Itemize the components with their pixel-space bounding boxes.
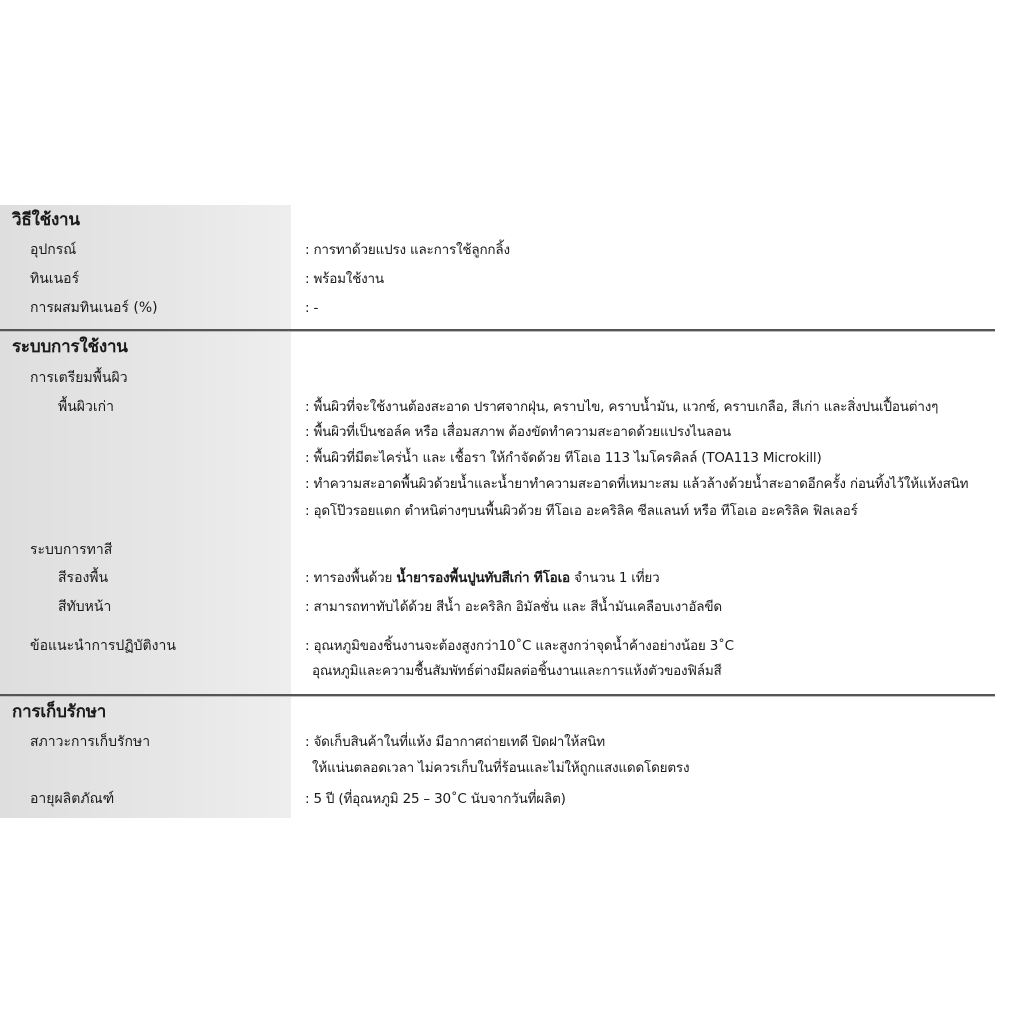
primer-prefix: : ทารองพื้นด้วย: [305, 570, 397, 586]
label-thinner: ทินเนอร์: [30, 271, 80, 287]
label-thinner-mix: การผสมทินเนอร์ (%): [30, 300, 158, 316]
old-surface-line-4: : ทำความสะอาดพื้นผิวด้วยน้ำและน้ำยาทำความสะอาดที่เหมาะสม แล้วล้างด้วยน้ำสะอาดอีกครั้ง ก่อนทิ้งไว้ให้แห้งสนิท: [305, 476, 969, 492]
old-surface-line-5: : อุดโป๊วรอยแตก ตำหนิต่างๆบนพื้นผิวด้วย ทีโอเอ อะคริลิค ซีลแลนท์ หรือ ทีโอเอ อะคริลิค ฟิลเลอร์: [305, 503, 858, 519]
recommendation-line-2: อุณหภูมิและความชื้นสัมพัทธ์ต่างมีผลต่อชิ้นงานและการแห้งตัวของฟิล์มสี: [312, 663, 722, 679]
label-topcoat: สีทับหน้า: [58, 599, 112, 615]
primer-product-name: น้ำยารองพื้นปูนทับสีเก่า ทีโอเอ: [396, 570, 570, 586]
value-shelf-life: : 5 ปี (ที่อุณหภูมิ 25 – 30˚C นับจากวันที่ผลิต): [305, 791, 566, 807]
label-surface-prep: การเตรียมพื้นผิว: [30, 370, 128, 386]
section-title-usage-method: วิธีใช้งาน: [12, 210, 80, 230]
label-storage-conditions: สภาวะการเก็บรักษา: [30, 734, 151, 750]
label-old-surface: พื้นผิวเก่า: [58, 399, 114, 415]
section-title-storage: การเก็บรักษา: [12, 702, 107, 722]
value-thinner: : พร้อมใช้งาน: [305, 271, 384, 287]
value-equipment: : การทาด้วยแปรง และการใช้ลูกกลิ้ง: [305, 242, 510, 258]
label-equipment: อุปกรณ์: [30, 242, 77, 258]
old-surface-line-1: : พื้นผิวที่จะใช้งานต้องสะอาด ปราศจากฝุ่น, คราบไข, คราบน้ำมัน, แวกซ์, คราบเกลือ, สีเก่า และสิ่งปนเปื้อนต่างๆ: [305, 399, 939, 415]
label-column-background: [0, 205, 291, 818]
storage-line-2: ให้แน่นตลอดเวลา ไม่ควรเก็บในที่ร้อนและไม่ให้ถูกแสงแดดโดยตรง: [312, 760, 690, 776]
label-shelf-life: อายุผลิตภัณฑ์: [30, 791, 115, 807]
old-surface-line-3: : พื้นผิวที่มีตะไคร่น้ำ และ เชื้อรา ให้กำจัดด้วย ทีโอเอ 113 ไมโครคิลล์ (TOA113 Microkill): [305, 450, 822, 466]
section-divider: [0, 329, 995, 331]
old-surface-line-2: : พื้นผิวที่เป็นชอล์ค หรือ เสื่อมสภาพ ต้องขัดทำความสะอาดด้วยแปรงไนลอน: [305, 424, 731, 440]
primer-suffix: จำนวน 1 เที่ยว: [569, 570, 660, 586]
label-recommendation: ข้อแนะนำการปฏิบัติงาน: [30, 638, 176, 654]
storage-line-1: : จัดเก็บสินค้าในที่แห้ง มีอากาศถ่ายเทดี ปิดฝาให้สนิท: [305, 734, 605, 750]
value-primer: [305, 569, 660, 587]
section-title-application-system: ระบบการใช้งาน: [12, 337, 128, 357]
label-primer: สีรองพื้น: [58, 570, 109, 586]
label-paint-system: ระบบการทาสี: [30, 542, 113, 558]
value-topcoat: : สามารถทาทับได้ด้วย สีน้ำ อะคริลิก อิมัลชั่น และ สีน้ำมันเคลือบเงาอัลขีด: [305, 599, 722, 615]
value-thinner-mix: : -: [305, 300, 319, 316]
recommendation-line-1: : อุณหภูมิของชิ้นงานจะต้องสูงกว่า10˚C และสูงกว่าจุดน้ำค้างอย่างน้อย 3˚C: [305, 638, 734, 654]
section-divider: [0, 694, 995, 696]
